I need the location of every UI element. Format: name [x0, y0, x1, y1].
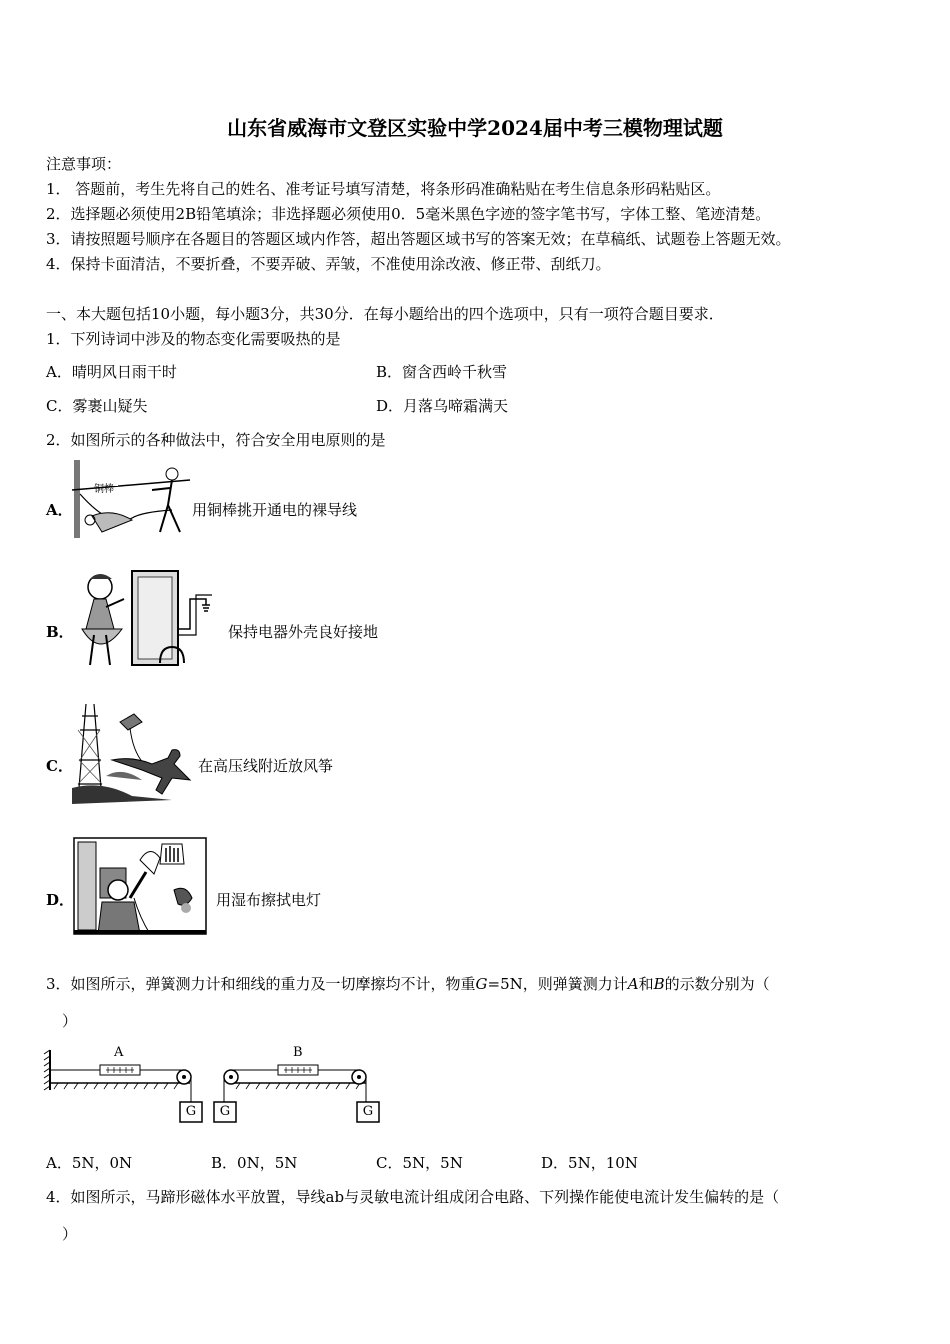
grounded-appliance-illustration	[72, 569, 232, 669]
notice-item-1: 1． 答题前，考生先将自己的姓名、准考证号填写清楚，将条形码准确粘贴在考生信息条形码粘贴区。	[46, 180, 721, 198]
wet-cloth-lamp-illustration	[74, 838, 206, 934]
spring-scale-a-label: A	[114, 1045, 124, 1060]
q1-option-d: D．月落乌啼霜满天	[376, 397, 509, 415]
copper-rod-illustration	[72, 460, 192, 540]
q3-var-a: A	[627, 975, 639, 993]
q3-stem-and: 和	[638, 975, 654, 993]
q3-option-d: D．5N，10N	[541, 1154, 638, 1172]
q1-stem: 1．下列诗词中涉及的物态变化需要吸热的是	[46, 330, 341, 348]
q1-option-c: C．雾裹山疑失	[46, 397, 148, 415]
notice-item-3: 3．请按照题号顺序在各题目的答题区域内作答，超出答题区域书写的答案无效；在草稿纸、试题卷上答题无效。	[46, 230, 791, 248]
q1-option-a: A．晴明风日雨干时	[46, 363, 177, 381]
notice-heading: 注意事项：	[46, 155, 122, 173]
q2-option-a-text: 用铜棒挑开通电的裸导线	[192, 501, 358, 519]
page-title: 山东省威海市文登区实验中学2024届中考三模物理试题	[227, 116, 723, 140]
weight-g-label-2: G	[219, 1104, 231, 1119]
q2-option-d-text: 用湿布擦拭电灯	[216, 891, 322, 909]
notice-item-4: 4．保持卡面清洁，不要折叠，不要弄破、弄皱，不准使用涂改液、修正带、刮纸刀。	[46, 255, 611, 273]
notice-item-2: 2．选择题必须使用2B铅笔填涂；非选择题必须使用0．5毫米黑色字迹的签字笔书写，字体工整、笔迹清楚。	[46, 205, 771, 223]
q3-stem-pre: 3．如图所示，弹簧测力计和细线的重力及一切摩擦均不计，物重	[46, 975, 476, 993]
q3-close-paren: ）	[62, 1012, 78, 1030]
q4-close-paren: ）	[62, 1225, 78, 1243]
q4-stem: 4．如图所示，马蹄形磁体水平放置，导线ab与灵敏电流计组成闭合电路、下列操作能使电流计发生偏转的是（	[46, 1188, 780, 1206]
q3-option-a: A．5N，0N	[46, 1154, 133, 1172]
spring-scale-b-label: B	[293, 1045, 303, 1060]
q3-option-c: C．5N，5N	[376, 1154, 463, 1172]
section-heading: 一、本大题包括10小题，每小题3分，共30分．在每小题给出的四个选项中，只有一项符合题目要求．	[46, 305, 724, 323]
copper-rod-label: 铜棒	[94, 484, 114, 495]
q2-option-c-text: 在高压线附近放风筝	[198, 757, 334, 775]
q2-option-b-text: 保持电器外壳良好接地	[228, 623, 379, 641]
q3-stem-post: 的示数分别为（	[664, 975, 770, 993]
q2-option-c-letter: C．	[46, 757, 73, 775]
q3-stem	[46, 973, 770, 994]
q2-option-d-letter: D．	[46, 891, 75, 909]
q2-stem: 2．如图所示的各种做法中，符合安全用电原则的是	[46, 431, 386, 449]
q2-option-a-letter: A．	[46, 501, 73, 519]
weight-g-label-1: G	[185, 1104, 197, 1119]
weight-g-label-3: G	[362, 1104, 374, 1119]
q3-stem-eq: =5N，则弹簧测力计	[487, 975, 628, 993]
kite-near-power-line-illustration	[72, 700, 202, 804]
q3-var-b: B	[653, 975, 665, 993]
q2-option-b-letter: B．	[46, 623, 74, 641]
q3-option-b: B．0N，5N	[211, 1154, 298, 1172]
q1-option-b: B．窗含西岭千秋雪	[376, 363, 508, 381]
q3-var-g: G	[475, 975, 488, 993]
